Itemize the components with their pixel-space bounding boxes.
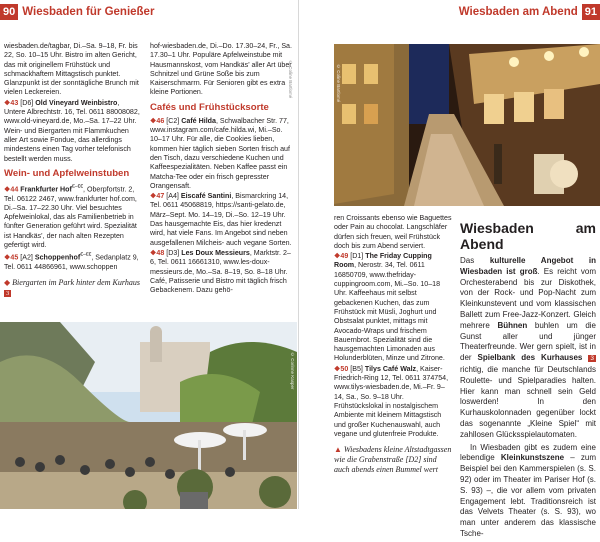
entry-49-number: ❖49 [334, 252, 349, 261]
right-page-header [302, 0, 600, 24]
entry-43-text: , Untere Albrechtstr. 16, Tel. 0611 88008082, www.old-vineyard.de, Mo.–Sa. 17–22 Uhr. Wein- und Biergarten mit Flammkuchen aller Art sowie Fondue, das allerdings mindestens einen Tag vorher telefonisch bestellt werden muss. [4, 98, 140, 163]
entry-43-ref: [D6] [20, 98, 34, 107]
entry-45-ref: [A2] [20, 253, 33, 262]
entry-45 [4, 251, 142, 272]
entry-43-number: ❖43 [4, 98, 19, 107]
left-page [0, 0, 299, 509]
entry-46 [150, 117, 292, 191]
tagbar-text: wiesbaden.de/tagbar, Di.–Sa. 9–18, Fr. bis 22, So. 10–15 Uhr. Bistro im alten Gericht, das mit originellem Frühstück und schmackhaftem Mittagstisch punktet. Glanzpunkt ist der sonntägliche Brunch mit vielen Leckereien. [4, 42, 139, 97]
pin-icon: ◆ [4, 278, 11, 288]
caption-biergarten-tag: 3 [6, 290, 10, 298]
entry-44-text: , Oberpfortstr. 2, Tel. 06122 2467, www.frankfurter hof.com, Di.–Sa. 17–22.30 Uhr. Viel besuchtes Apfelweinlokal, das als Familienbetrieb in fünfter Generation geführt wird. Spezialität ist Handkäs’, der nach alten Rezepten gefertigt wird. [4, 185, 137, 249]
photo-grabenstrasse-illustration [334, 44, 600, 206]
entry-50-ref: [B5] [350, 364, 363, 373]
entry-49-name: The Friday Cupping Room [334, 252, 432, 270]
heading-wein-apfelweinstuben: Wein- und Apfelweinstuben [4, 167, 130, 179]
entry-45-name: Schoppenhof [34, 253, 81, 262]
caption-grabenstrasse-text: Wiesbadens kleine Altstadtgassen wie die Grabenstraße [D2] sind auch abends einen Bummel wert [334, 445, 452, 475]
left-running-title: Wiesbaden für Genießer [22, 6, 155, 18]
entry-50 [334, 365, 452, 439]
spielbank-tag: 3 [590, 355, 594, 363]
caption-biergarten [4, 278, 142, 299]
entry-48-number: ❖48 [150, 248, 165, 257]
entry-48-ref: [D3] [166, 248, 180, 257]
entry-44 [4, 183, 142, 250]
entry-46-number: ❖46 [150, 116, 165, 125]
photo-grabenstrasse [334, 44, 600, 206]
entry-48-name: Les Doux Messieurs [181, 248, 250, 257]
right-column-2 [460, 220, 596, 542]
left-page-number: 90 [0, 4, 18, 20]
entry-49 [334, 252, 452, 364]
left-column-2 [150, 42, 292, 296]
entry-48 [150, 249, 292, 295]
entry-45-number: ❖45 [4, 253, 19, 262]
entry-49-ref: [D1] [350, 252, 364, 261]
entry-46-text: , Schwalbacher Str. 77, www.instagram.com/cafe.hilda.wi, Mi.–So. 10–17 Uhr. Für alle, die Cookies lieben, kommen hier täglich sieben Sorten frisch auf den Tisch, dazu verschiedene Kuchen und Kaffeespezialitäten. Neben Kaffee passt ein Matcha-Tee oder ein frisch gepresster Orangensaft. [150, 116, 290, 190]
entry-43-name: Old Vineyard Weinbistro [35, 98, 118, 107]
photo-biergarten [0, 322, 297, 509]
entry-45-price: €–€€ [80, 252, 92, 259]
entry-46-name: Café Hilda [181, 116, 216, 125]
evening-paragraph-2: In Wiesbaden gibt es zudem eine lebendige Kleinkunstszene – zum Beispiel bei den Kammerspielen (s. S. 92) oder im Theater im Pariser Hof (s. S. 93) –, die vor allem vom privaten Engagement lebt. Traditionsreich ist das Velvets Theater (s. S. 93), wo man unter anderem das klassische Tsche- [460, 442, 597, 538]
entry-44-name: Frankfurter Hof [20, 185, 72, 194]
photo-credit-right: © Coline Bartlomé [336, 64, 341, 103]
entry-50-text: , Kaiser-Friedrich-Ring 12, Tel. 0611 374754, www.tilys-wiesbaden.de, Mi.–Fr. 9–14, Sa., So. 9–18 Uhr. Frühstückslokal in nostalgischem Ambiente mit kleinem Mittagstisch und großer Kuchenauswahl, auch vegane und glutenfreie Produkte. [334, 364, 449, 438]
pin-icon: ▲ [334, 445, 342, 455]
entry-45-text: , Sedanplatz 9, Tel. 0611 44866961, www.schoppen [4, 253, 139, 271]
left-page-header [0, 0, 298, 24]
entry-47-text: , Bismarckring 14, Tel. 0611 45068819, https://santi-gelato.de, März–Sept. Mo. 14–19, Di.–So. 12–19 Uhr. Das hausgemachte Eis, das hier kredenzt wird, hat viele Fans. Im Angebot sind neben ausgefallenen Milcheis- auch vegane Sorten. [150, 192, 292, 247]
entry-50-number: ❖50 [334, 364, 349, 373]
entry-49-text: , Nerostr. 34, Tel. 0611 16850709, www.thefriday-cuppingroom.com, Mi.–So. 10–18 Uhr. Kaffeehaus mit selbst gebackenen Kuchen, das zum Frühstück mit Müsli, Joghurt und Obstsalat punktet, mittags mit Avocado-Wraps und frischem Bauernbrot. Spezialität sind die hausgemachten Limonaden aus Holunderblüten, Minze und Zitrone. [334, 261, 445, 363]
les-doux-cont: ren Croissants ebenso wie Baguettes oder Pain au chocolat. Langschläfer dürfen sich freuen, weil Frühstück doch bis zum Abend serviert. [334, 214, 452, 250]
schoppenhof-cont: hof-wiesbaden.de, Di.–Do. 17.30–24, Fr., Sa. 17.30–1 Uhr. Populäre Apfelweinstube mit Hausmannskost, vom Handkäs’ aller Art über Schnitzel und Grüne Soße bis zum Kaiserschmarrn. Für Senioren gibt es extra kleine Portionen. [150, 42, 292, 97]
right-column-1 [334, 214, 452, 475]
left-column-1 [4, 42, 142, 299]
evening-paragraph-1: Das kulturelle Angebot in Wiesbaden ist groß. Es reicht vom Orchesterabend bis zur Diskothek, von der Rock- und Pop-Nacht zum Kleinkunstevent und vom klassischen Ballett zum Free-Jazz-Konzert. Gleich mehrere Bühnen buhlen um die Gunst aller und jünger Theaterfreunde. Wer gern spielt, ist in der Spielbank des Kurhauses 3 richtig, die manche für Deutschlands Roulette- und Spielparadies halten. Hier kann man schnell sein Geld loswerden! In den Kurhauskolonnaden gegenüber lockt das sogenannte „Kleine Spiel“ mit zahllosen Glücksspielautomaten. [460, 256, 597, 439]
heading-cafes-fruehstuecksorte: Cafés und Frühstücksorte [150, 101, 269, 113]
photo-credit-bottom: © Corinne Kasper [290, 352, 295, 390]
entry-46-ref: [C2] [166, 116, 180, 125]
entry-44-price: €–€€ [71, 183, 84, 190]
caption-biergarten-text: Biergarten im Park hinter dem Kurhaus [12, 278, 140, 288]
entry-47 [150, 192, 292, 248]
caption-grabenstrasse [334, 445, 452, 475]
entry-47-ref: [A4] [166, 192, 179, 201]
entry-47-number: ❖47 [150, 192, 165, 201]
entry-44-number: ❖44 [4, 185, 19, 194]
entry-47-name: Eiscafé Santini [180, 192, 232, 201]
entry-48-text: , Marktstr. 2–6, Tel. 0611 16661310, www.les-doux-messieurs.de, Mo.–Sa. 8–19, So. 8–18 Uhr. Café, Patisserie und Bistro mit täglich frisch Gebackenem. Dazu gehö- [150, 248, 291, 295]
photo-biergarten-illustration [0, 322, 297, 509]
photo-credit-top: © Coline Bartlomé [288, 60, 293, 99]
right-running-title: Wiesbaden am Abend [458, 6, 578, 18]
right-page [302, 0, 600, 538]
entry-43 [4, 99, 142, 164]
section-title-wiesbaden-am-abend: Wiesbaden am Abend [460, 220, 596, 252]
right-page-number: 91 [582, 4, 600, 20]
entry-50-name: Tilys Café Walz [364, 364, 417, 373]
